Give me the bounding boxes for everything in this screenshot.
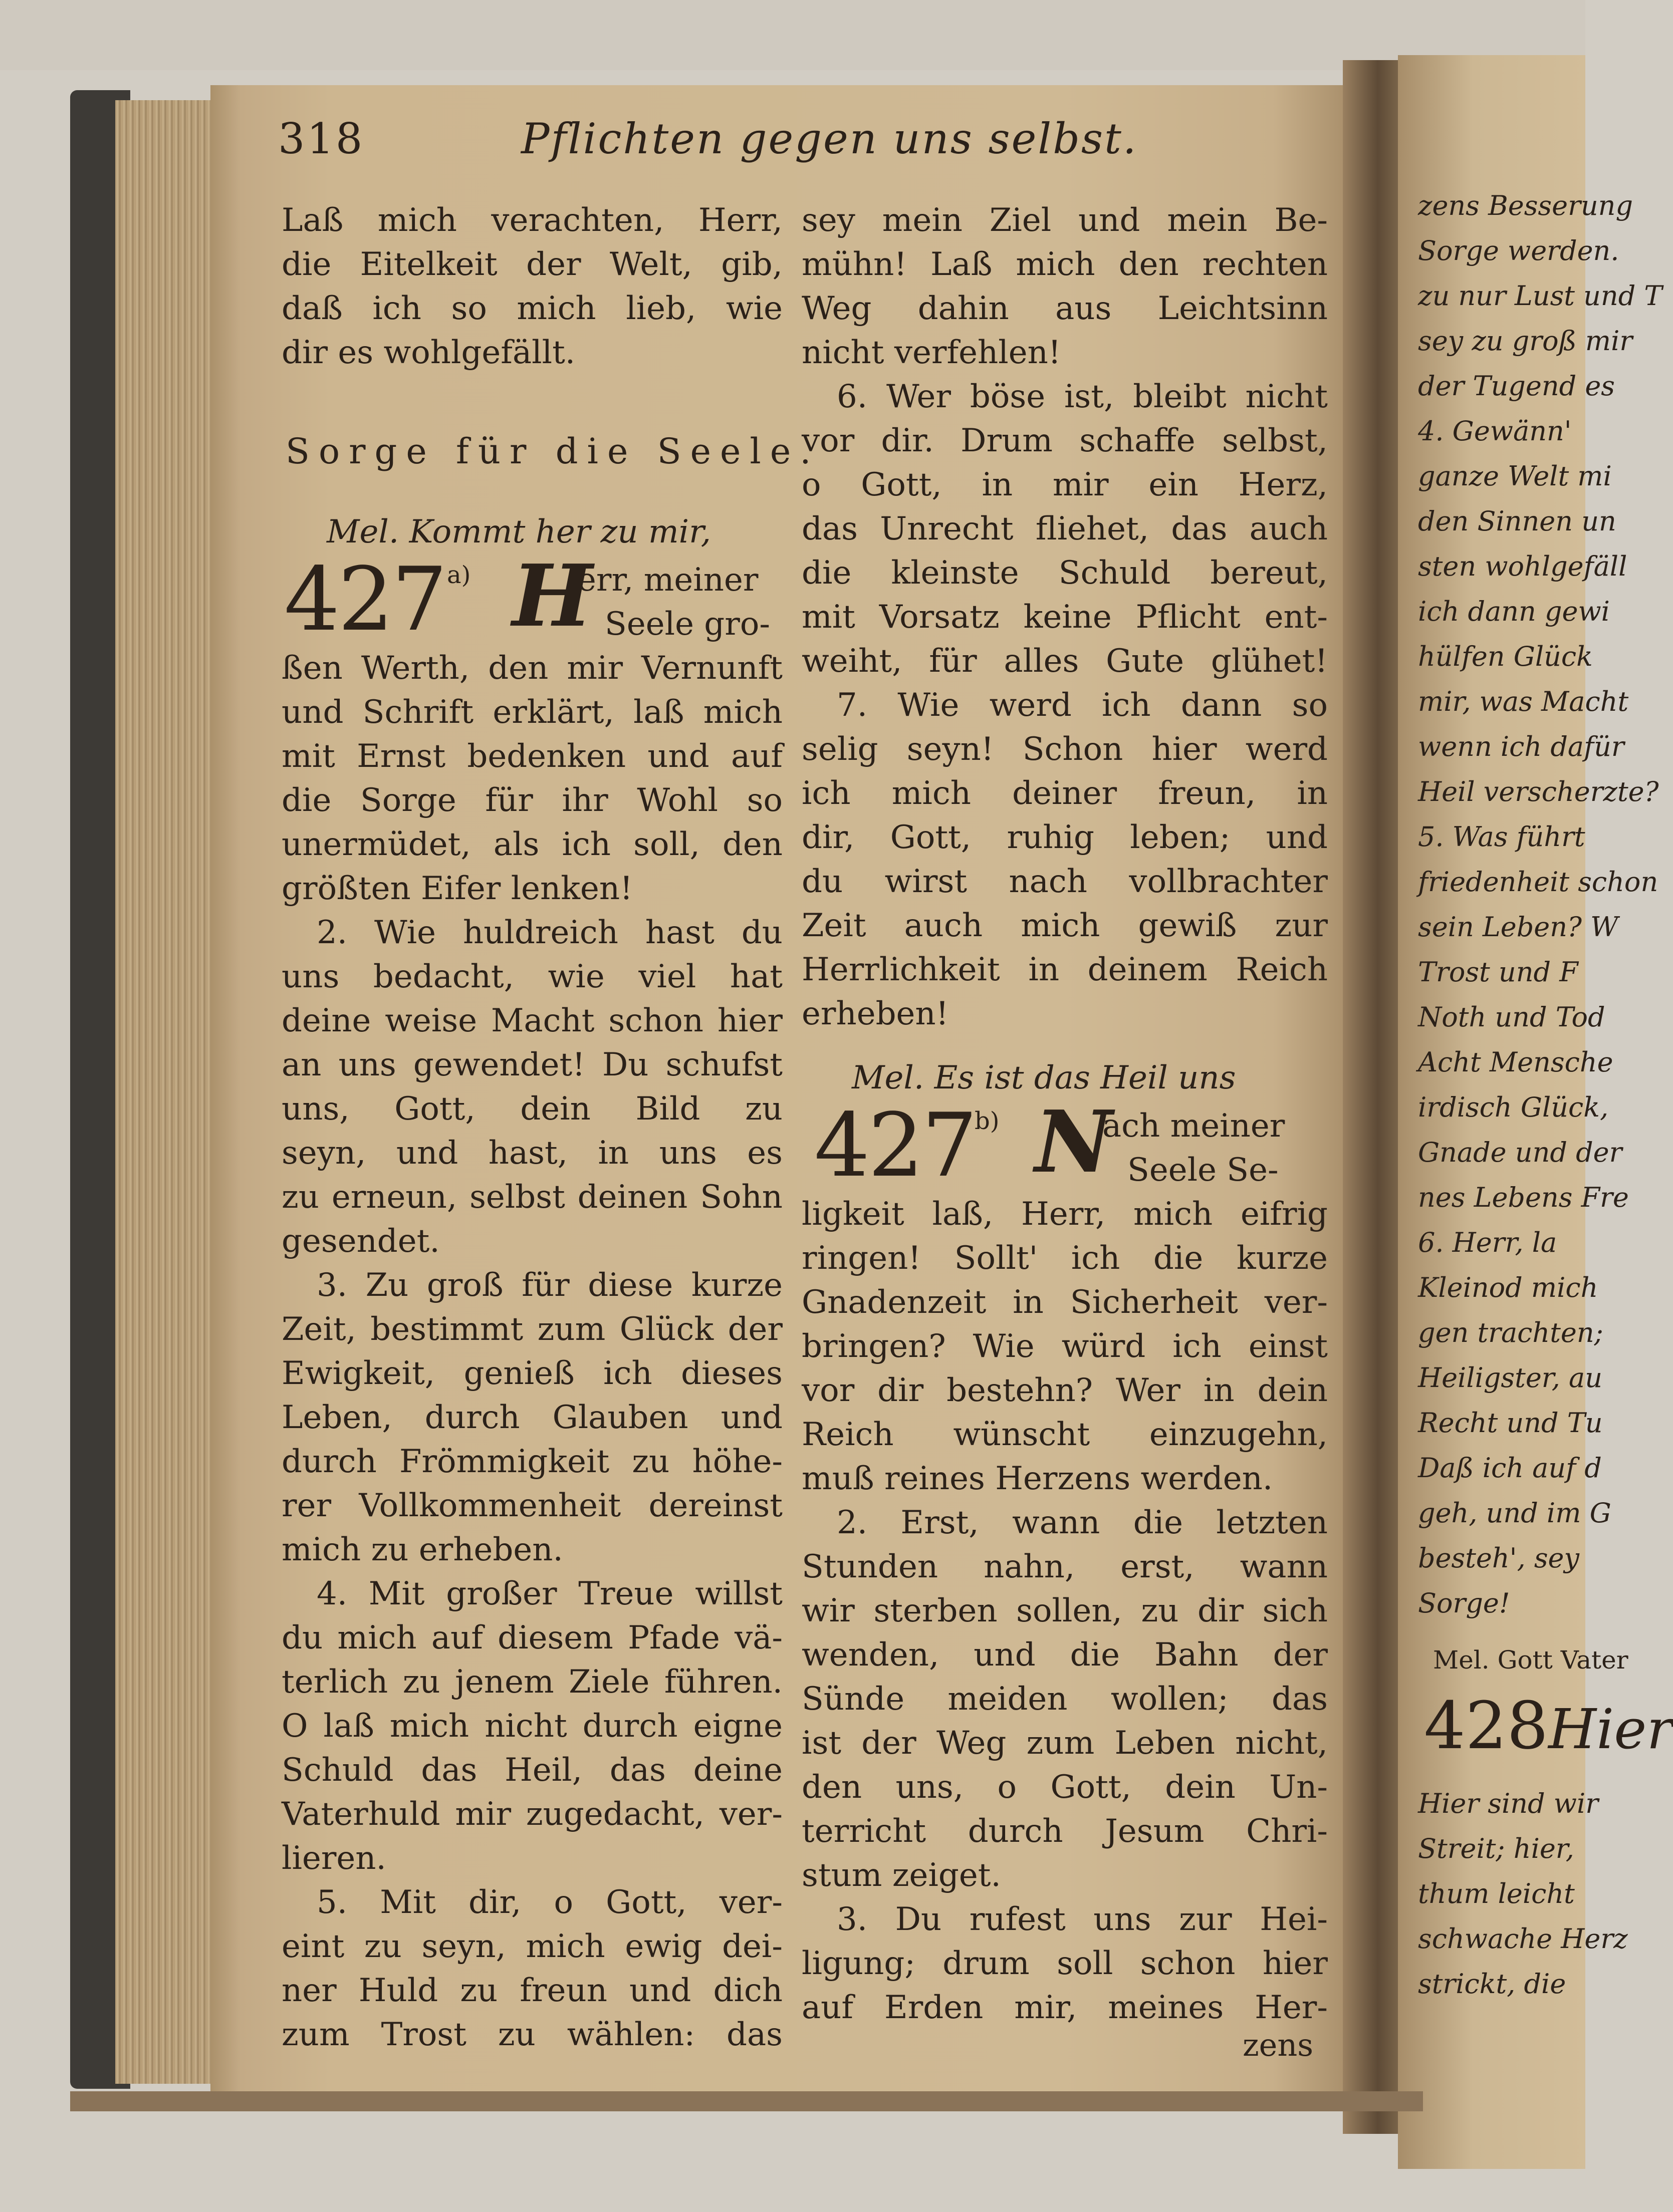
facing-line: zu nur Lust und T <box>1418 280 1662 312</box>
text-line: Ewigkeit, genieß ich dieses <box>282 1355 783 1392</box>
facing-line: thum leicht <box>1418 1878 1575 1909</box>
text-line: die Sorge für ihr Wohl so <box>282 782 783 819</box>
text-line: gesendet. <box>282 1223 440 1260</box>
text-line: wenden, und die Bahn der <box>802 1636 1328 1674</box>
background <box>0 0 1585 70</box>
facing-hymn-number <box>1424 1688 1673 1764</box>
facing-line: gen trachten; <box>1418 1317 1603 1348</box>
facing-line: wenn ich dafür <box>1418 731 1624 762</box>
text-line: das Unrecht fliehet, das auch <box>802 510 1328 547</box>
text-line: uns, Gott, dein Bild zu <box>282 1090 783 1128</box>
text-line: Schuld das Heil, das deine <box>282 1752 783 1789</box>
facing-line: Recht und Tu <box>1418 1407 1603 1439</box>
hymn-letter: b) <box>975 1107 1000 1135</box>
text-line: 2. Erst, wann die letzten <box>837 1504 1328 1541</box>
text-line: nicht verfehlen! <box>802 334 1061 371</box>
text-line: Reich wünscht einzugehn, <box>802 1416 1328 1453</box>
facing-line: den Sinnen un <box>1418 505 1616 537</box>
text-line: sey mein Ziel und mein Be- <box>802 202 1328 239</box>
text-line: Stunden nahn, erst, wann <box>802 1548 1328 1585</box>
text-line: unermüdet, als ich soll, den <box>282 826 783 863</box>
text-line: zu erneun, selbst deinen Sohn <box>282 1179 783 1216</box>
text-line: vor dir. Drum schaffe selbst, <box>802 422 1328 459</box>
page-edges <box>115 100 220 2084</box>
text-line: ligung; drum soll schon hier <box>802 1945 1328 1982</box>
facing-line: Streit; hier, <box>1418 1833 1574 1864</box>
text-line: mit Ernst bedenken und auf <box>282 738 783 775</box>
text-line: 3. Du rufest uns zur Hei- <box>837 1901 1328 1938</box>
text-line: Laß mich verachten, Herr, <box>282 202 783 239</box>
text-line: dir es wohlgefällt. <box>282 334 576 371</box>
facing-line: Heiligster, au <box>1418 1362 1602 1394</box>
text-line: uns bedacht, wie viel hat <box>282 958 783 995</box>
text-line: lieren. <box>282 1840 386 1877</box>
text-line: ich mich deiner freun, in <box>802 775 1328 812</box>
facing-line: mir, was Macht <box>1418 686 1629 717</box>
text-line: o Gott, in mir ein Herz, <box>802 466 1328 503</box>
melody-line: Mel. Kommt her zu mir, <box>327 513 711 550</box>
facing-line: ganze Welt mi <box>1418 460 1612 492</box>
hymn-number: 428 <box>1424 1688 1549 1764</box>
text-line: O laß mich nicht durch eigne <box>282 1708 783 1745</box>
facing-line: schwache Herz <box>1418 1923 1628 1955</box>
facing-line: besteh', sey <box>1418 1542 1580 1574</box>
text-line: ligkeit laß, Herr, mich eifrig <box>802 1196 1328 1233</box>
text-line: stum zeiget. <box>802 1857 1001 1894</box>
facing-line: 6. Herr, la <box>1418 1227 1557 1258</box>
text-line: du wirst nach vollbrachter <box>802 863 1328 900</box>
text-line: den uns, o Gott, dein Un- <box>802 1769 1328 1806</box>
text-line: mit Vorsatz keine Pflicht ent- <box>802 599 1328 636</box>
text-line: zum Trost zu wählen: das <box>282 2016 783 2053</box>
text-line: Herrlichkeit in deinem Reich <box>802 951 1328 988</box>
text-line: ach meiner <box>1102 1108 1285 1145</box>
facing-line: Kleinod mich <box>1418 1272 1598 1303</box>
facing-line: Sorge! <box>1418 1587 1510 1619</box>
text-line: 2. Wie huldreich hast du <box>317 914 783 951</box>
text-line: an uns gewendet! Du schufst <box>282 1046 783 1083</box>
facing-line: nes Lebens Fre <box>1418 1182 1629 1213</box>
text-line: Vaterhuld mir zugedacht, ver- <box>282 1796 783 1833</box>
facing-line: ich dann gewi <box>1418 596 1610 627</box>
hymn-letter: a) <box>447 561 471 589</box>
facing-line: Sorge werden. <box>1418 235 1619 266</box>
text-line: Seele gro- <box>605 606 770 643</box>
page-bottom-edge <box>70 2091 1423 2111</box>
text-line: 3. Zu groß für diese kurze <box>317 1267 783 1304</box>
text-line: terlich zu jenem Ziele führen. <box>282 1664 783 1701</box>
text-line: 7. Wie werd ich dann so <box>837 687 1328 724</box>
text-line: Sünde meiden wollen; das <box>802 1681 1328 1718</box>
text-line: Seele Se- <box>1127 1152 1279 1189</box>
text-line: und Schrift erklärt, laß mich <box>282 694 783 731</box>
text-line: Weg dahin aus Leichtsinn <box>802 290 1328 327</box>
facing-line: sey zu groß mir <box>1418 325 1633 357</box>
text-line: 6. Wer böse ist, bleibt nicht <box>837 378 1328 415</box>
text-line: seyn, und hast, in uns es <box>282 1135 783 1172</box>
text-line: Gnadenzeit in Sicherheit ver- <box>802 1284 1328 1321</box>
text-line: daß ich so mich lieb, wie <box>282 290 783 327</box>
hymn-number: 427 <box>284 549 446 651</box>
facing-line: sein Leben? W <box>1418 911 1618 943</box>
text-line: dir, Gott, ruhig leben; und <box>802 819 1328 856</box>
text-line: ßen Werth, den mir Vernunft <box>282 650 783 687</box>
text-line: bringen? Wie würd ich einst <box>802 1328 1328 1365</box>
text-line: ner Huld zu freun und dich <box>282 1972 783 2009</box>
facing-line: strickt, die <box>1418 1968 1566 2000</box>
text-line: du mich auf diesem Pfade vä- <box>282 1619 783 1656</box>
facing-line: Gnade und der <box>1418 1137 1622 1168</box>
text-line: die Eitelkeit der Welt, gib, <box>282 246 783 283</box>
running-title: Pflichten gegen uns selbst. <box>521 114 1138 163</box>
facing-line: sten wohlgefäll <box>1418 550 1627 582</box>
hymn-number: 427 <box>814 1095 976 1197</box>
text-line: 4. Mit großer Treue willst <box>317 1575 783 1612</box>
text-line: muß reines Herzens werden. <box>802 1460 1273 1497</box>
text-line: auf Erden mir, meines Her- <box>802 1989 1328 2026</box>
facing-line: Hier sind wir <box>1418 1788 1599 1819</box>
facing-line: 5. Was führt <box>1418 821 1585 853</box>
facing-line: der Tugend es <box>1418 370 1615 402</box>
text-line: ist der Weg zum Leben nicht, <box>802 1725 1328 1762</box>
page-number: 318 <box>278 114 365 163</box>
drop-initial: Hier <box>1548 1697 1673 1761</box>
facing-line: Heil verscherzte? <box>1418 776 1659 807</box>
facing-line: Acht Mensche <box>1418 1046 1613 1078</box>
facing-line: Trost und F <box>1418 956 1578 988</box>
text-line: mich zu erheben. <box>282 1531 563 1568</box>
facing-line: Daß ich auf d <box>1418 1452 1602 1484</box>
facing-line: zens Besserung <box>1418 190 1633 221</box>
text-line: Zeit auch mich gewiß zur <box>802 907 1328 944</box>
text-line: wir sterben sollen, zu dir sich <box>802 1592 1328 1629</box>
text-line: terricht durch Jesum Chri- <box>802 1813 1328 1850</box>
text-line: Leben, durch Glauben und <box>282 1399 783 1436</box>
text-line: durch Frömmigkeit zu höhe- <box>282 1443 783 1480</box>
facing-line: hülfen Glück <box>1418 641 1593 672</box>
text-line: deine weise Macht schon hier <box>282 1002 783 1039</box>
text-line: eint zu seyn, mich ewig dei- <box>282 1928 783 1965</box>
facing-melody-line: Mel. Gott Vater <box>1433 1645 1628 1675</box>
text-line: 5. Mit dir, o Gott, ver- <box>317 1884 783 1921</box>
text-line: mühn! Laß mich den rechten <box>802 246 1328 283</box>
section-heading: Sorge für die Seele. <box>286 431 820 472</box>
facing-line: Noth und Tod <box>1418 1001 1605 1033</box>
drop-initial: N <box>1035 1092 1113 1192</box>
catchword: zens <box>1243 2027 1314 2063</box>
facing-line: geh, und im G <box>1418 1497 1611 1529</box>
text-line: vor dir bestehn? Wer in dein <box>802 1372 1328 1409</box>
melody-line: Mel. Es ist das Heil uns <box>852 1059 1236 1096</box>
text-line: Zeit, bestimmt zum Glück der <box>282 1311 783 1348</box>
facing-line: 4. Gewänn' <box>1418 415 1572 447</box>
facing-line: friedenheit schon <box>1418 866 1658 898</box>
text-line: größten Eifer lenken! <box>282 870 633 907</box>
text-line: die kleinste Schuld bereut, <box>802 555 1328 592</box>
text-line: selig seyn! Schon hier werd <box>802 731 1328 768</box>
text-line: rer Vollkommenheit dereinst <box>282 1487 783 1524</box>
drop-initial: H <box>512 546 593 646</box>
text-line: weiht, für alles Gute glühet! <box>802 643 1328 680</box>
text-line: erheben! <box>802 995 949 1032</box>
facing-line: irdisch Glück, <box>1418 1091 1609 1123</box>
text-line: err, meiner <box>577 562 759 599</box>
text-line: ringen! Sollt' ich die kurze <box>802 1240 1328 1277</box>
